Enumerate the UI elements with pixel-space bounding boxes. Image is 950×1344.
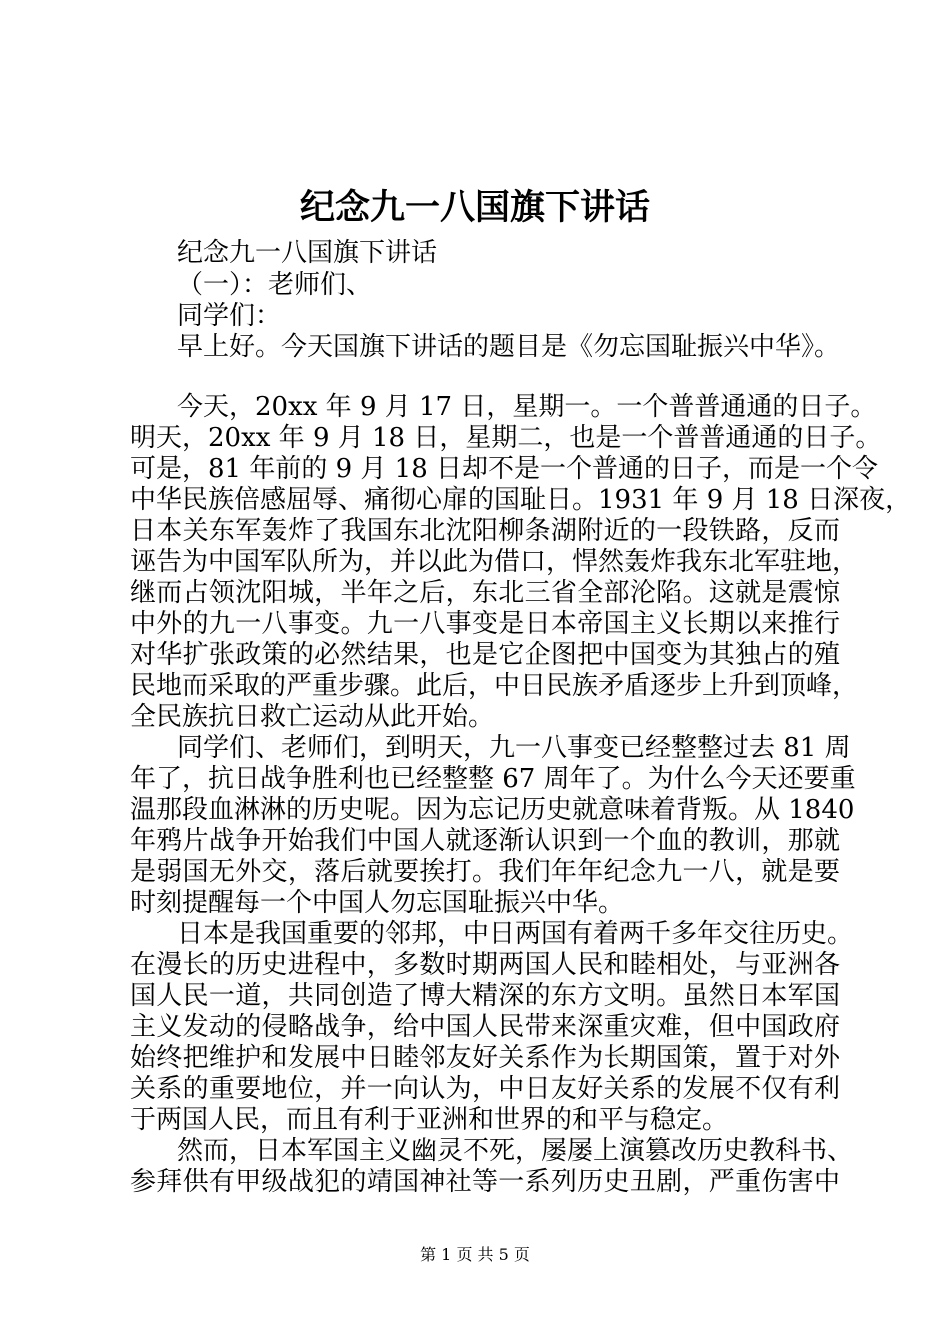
paragraph-line: 时刻提醒每一个中国人勿忘国耻振兴中华。 [130, 888, 625, 918]
paragraph-line: 主义发动的侵略战争，给中国人民带来深重灾难，但中国政府 [130, 1012, 840, 1042]
paragraph-line: 国人民一道，共同创造了博大精深的东方文明。虽然日本军国 [130, 981, 840, 1011]
paragraph-line: 温那段血淋淋的历史呢。因为忘记历史就意味着背叛。从 1840 [130, 795, 855, 825]
salutation-line: 同学们： [177, 301, 282, 331]
page-number: 第 1 页 共 5 页 [420, 1245, 530, 1264]
paragraph-line: 可是，81 年前的 9 月 18 日却不是一个普通的日子，而是一个令 [130, 454, 879, 484]
paragraph-line: 年鸦片战争开始我们中国人就逐渐认识到一个血的教训，那就 [130, 826, 840, 856]
paragraph-line: 然而，日本军国主义幽灵不死，屡屡上演篡改历史教科书、 [177, 1136, 854, 1166]
paragraph-line: 明天，20xx 年 9 月 18 日，星期二，也是一个普普通通的日子。 [130, 423, 882, 453]
paragraph-line: 继而占领沈阳城，半年之后，东北三省全部沦陷。这就是震惊 [130, 578, 840, 608]
paragraph-line: 始终把维护和发展中日睦邻友好关系作为长期国策，置于对外 [130, 1043, 840, 1073]
paragraph-line: 民地而采取的严重步骤。此后，中日民族矛盾逐步上升到顶峰， [130, 671, 859, 701]
paragraph-line: 日本关东军轰炸了我国东北沈阳柳条湖附近的一段铁路，反而 [130, 516, 840, 546]
paragraph-line: 参拜供有甲级战犯的靖国神社等一系列历史丑剧，严重伤害中 [130, 1167, 840, 1197]
paragraph-line: 对华扩张政策的必然结果，也是它企图把中国变为其独占的殖 [130, 640, 840, 670]
paragraph-line: 于两国人民，而且有利于亚洲和世界的和平与稳定。 [130, 1105, 729, 1135]
paragraph-line: 是弱国无外交，落后就要挨打。我们年年纪念九一八，就是要 [130, 857, 840, 887]
paragraph-line: 同学们、老师们，到明天，九一八事变已经整整过去 81 周 [177, 733, 851, 763]
paragraph-line: 全民族抗日救亡运动从此开始。 [130, 702, 495, 732]
paragraph-line: 日本是我国重要的邻邦，中日两国有着两千多年交往历史。 [177, 919, 854, 949]
subtitle-line: 纪念九一八国旗下讲话 [177, 238, 438, 268]
paragraph-line: 诬告为中国军队所为，并以此为借口，悍然轰炸我东北军驻地， [130, 547, 859, 577]
paragraph-line: 年了，抗日战争胜利也已经整整 67 周年了。为什么今天还要重 [130, 764, 856, 794]
paragraph-line: 中外的九一八事变。九一八事变是日本帝国主义长期以来推行 [130, 609, 840, 639]
paragraph-line: 在漫长的历史进程中，多数时期两国人民和睦相处，与亚洲各 [130, 950, 840, 980]
paragraph-line: 今天，20xx 年 9 月 17 日，星期一。一个普普通通的日子。 [177, 392, 877, 422]
paragraph-line: 中华民族倍感屈辱、痛彻心扉的国耻日。1931 年 9 月 18 日深夜， [130, 485, 912, 515]
document-title: 纪念九一八国旗下讲话 [299, 187, 650, 228]
salutation-line: （一）：老师们、 [177, 270, 373, 300]
greeting-line: 早上好。今天国旗下讲话的题目是《勿忘国耻振兴中华》。 [177, 332, 841, 362]
paragraph-line: 关系的重要地位，并一向认为，中日友好关系的发展不仅有利 [130, 1074, 840, 1104]
